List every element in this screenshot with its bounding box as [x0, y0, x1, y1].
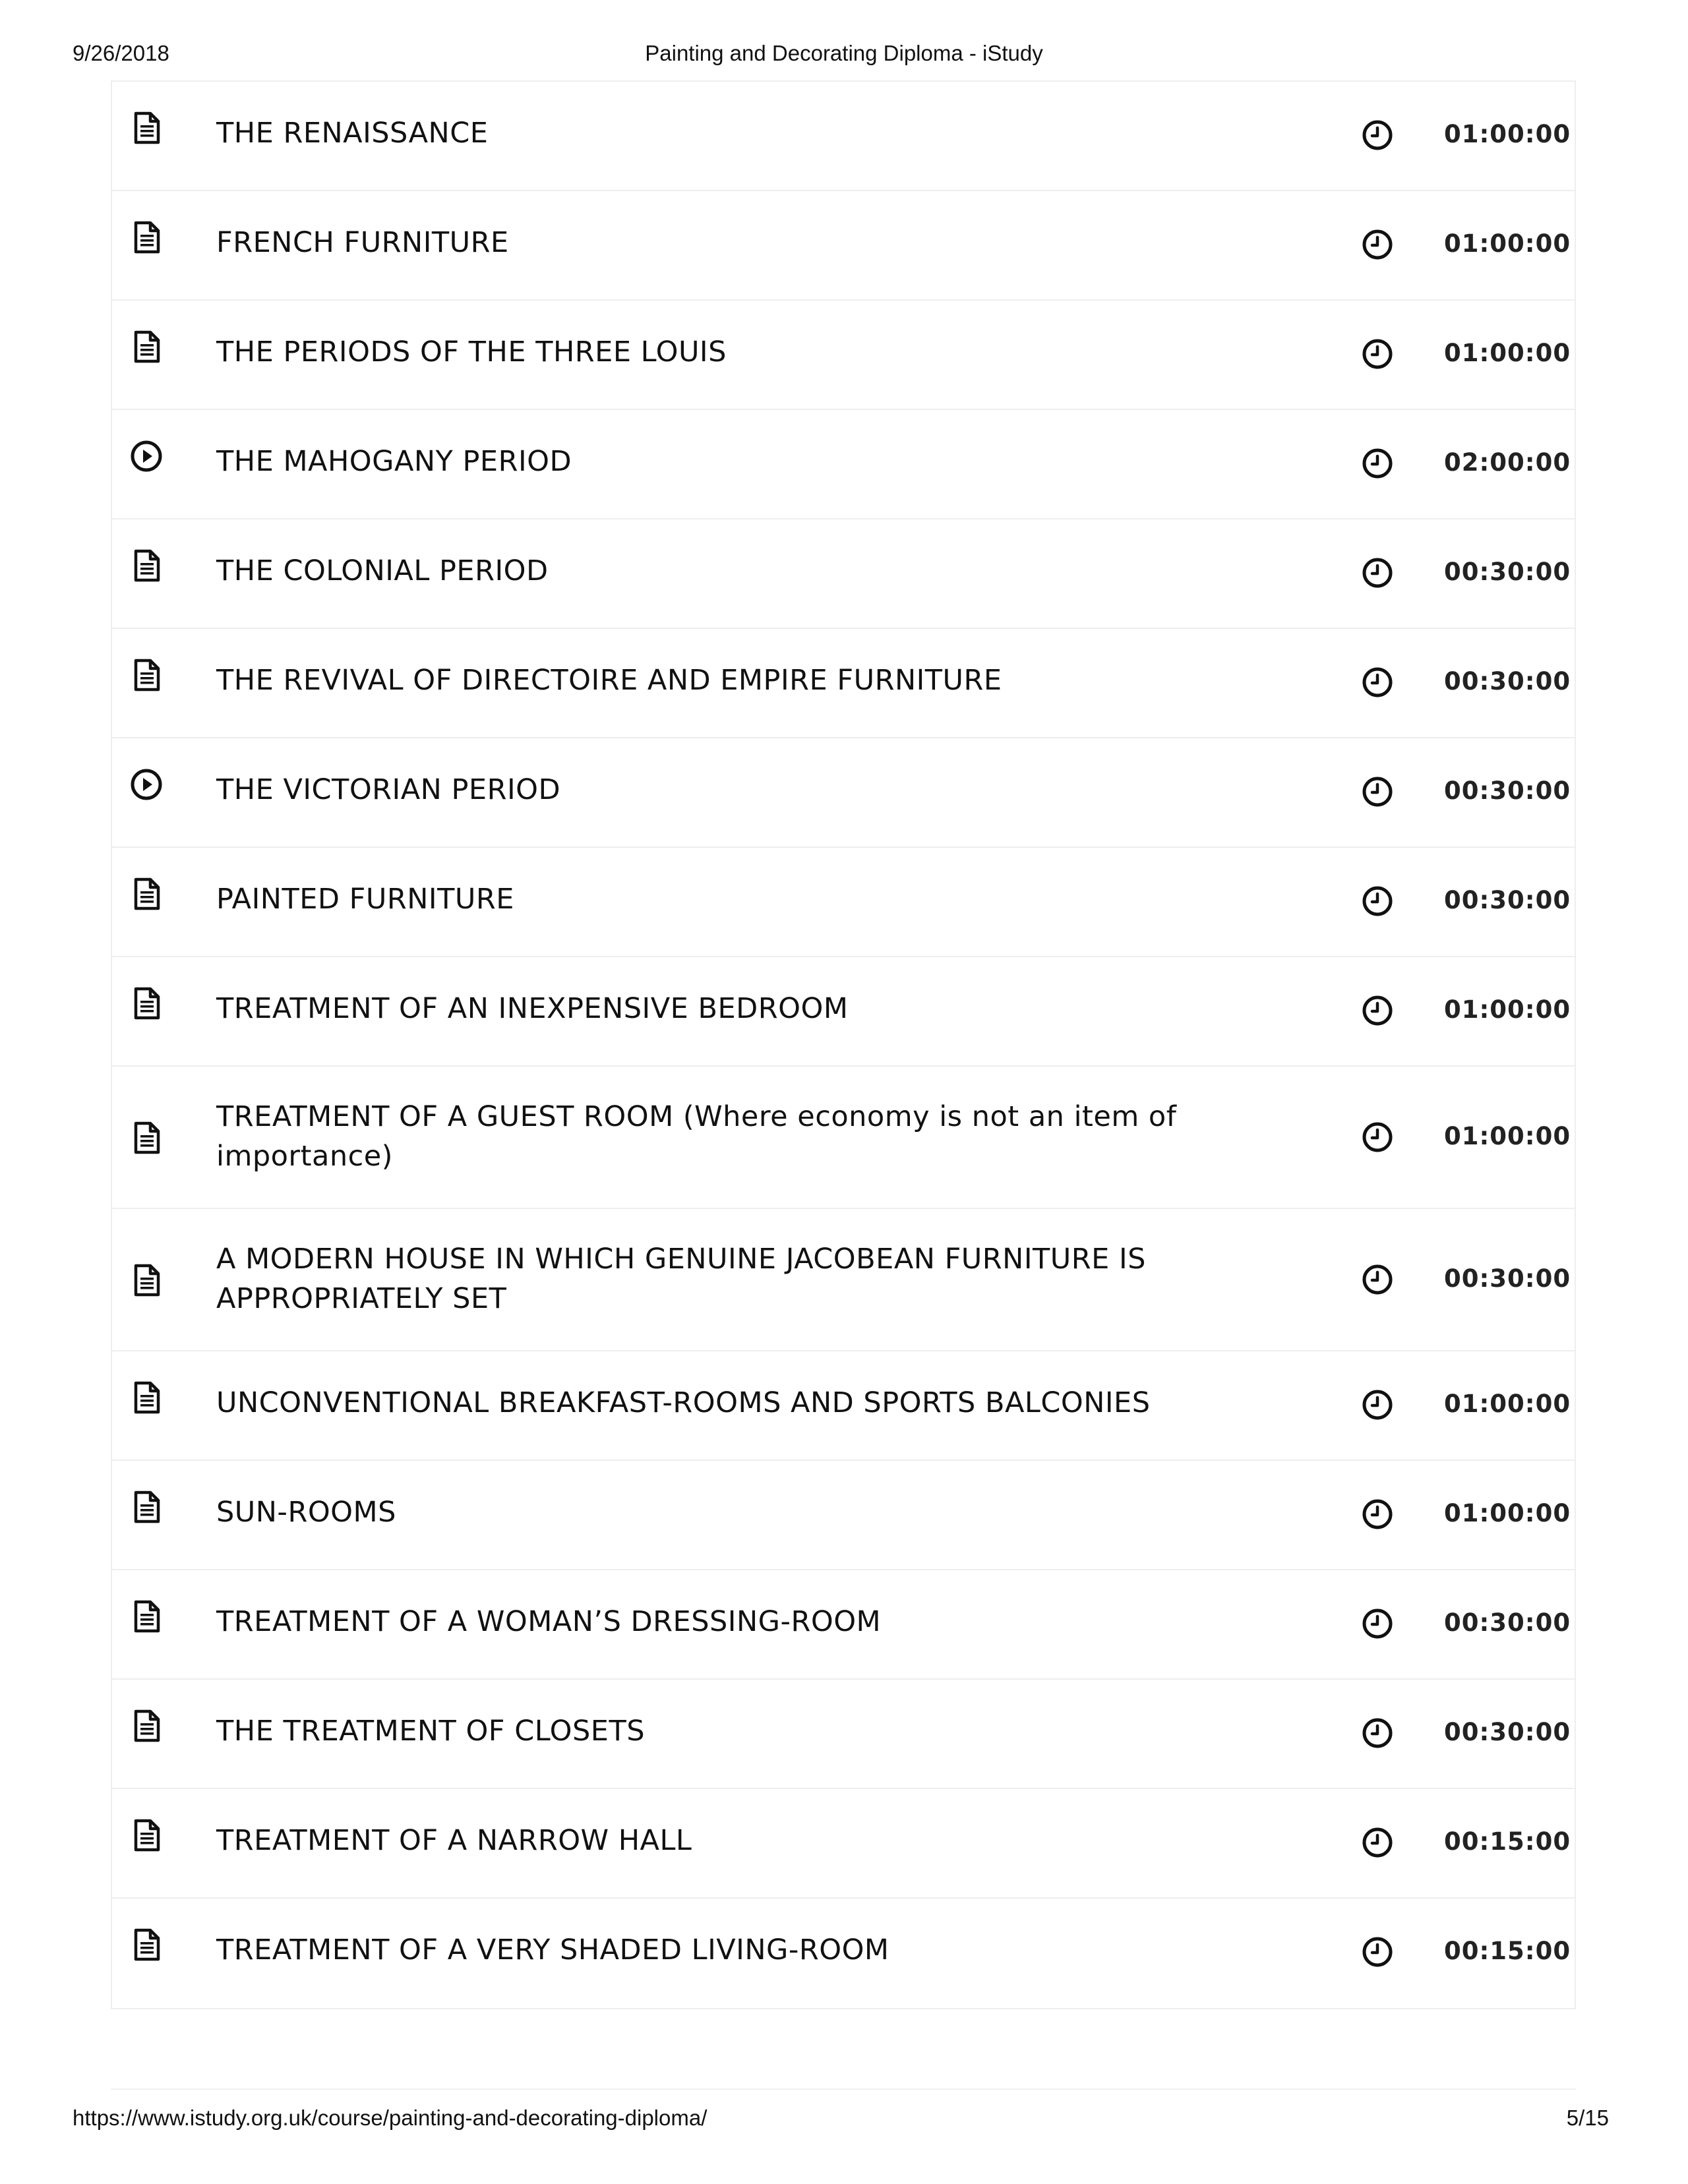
curriculum-item[interactable] [112, 1899, 1575, 2008]
lesson-duration: 01:00:00 [1444, 120, 1571, 148]
clock-icon [1361, 338, 1394, 370]
curriculum-item[interactable] [112, 1461, 1575, 1570]
clock-icon [1361, 1388, 1394, 1421]
document-icon [129, 1490, 164, 1524]
lesson-title: UNCONVENTIONAL BREAKFAST-ROOMS AND SPORTS BALCONIES [216, 1386, 1151, 1419]
clock-icon [1361, 1263, 1394, 1296]
clock-icon [1361, 1498, 1394, 1531]
curriculum-item[interactable] [112, 1680, 1575, 1789]
clock-icon [1361, 119, 1394, 152]
document-icon [129, 1928, 164, 1962]
lesson-title: THE MAHOGANY PERIOD [216, 445, 572, 478]
lesson-title: TREATMENT OF AN INEXPENSIVE BEDROOM [216, 992, 849, 1025]
clock-icon [1361, 556, 1394, 589]
lesson-title: THE PERIODS OF THE THREE LOUIS [216, 336, 727, 369]
lesson-duration: 01:00:00 [1444, 339, 1571, 367]
curriculum-item[interactable] [112, 82, 1575, 191]
document-icon [129, 1121, 164, 1155]
lesson-duration: 00:30:00 [1444, 886, 1571, 914]
print-header [0, 38, 1688, 71]
lesson-duration: 01:00:00 [1444, 229, 1571, 258]
clock-icon [1361, 1607, 1394, 1640]
clock-icon [1361, 228, 1394, 261]
clock-icon [1361, 775, 1394, 808]
document-icon [129, 1709, 164, 1743]
lesson-title: A MODERN HOUSE IN WHICH GENUINE JACOBEAN FURNITURE IS APPROPRIATELY SET [216, 1243, 1146, 1315]
lesson-title: THE RENAISSANCE [216, 117, 489, 150]
curriculum-item[interactable] [112, 629, 1575, 738]
lesson-duration: 00:30:00 [1444, 558, 1571, 586]
document-icon [129, 330, 164, 364]
lesson-duration: 01:00:00 [1444, 995, 1571, 1024]
lesson-title: TREATMENT OF A VERY SHADED LIVING-ROOM [216, 1933, 889, 1966]
curriculum-item[interactable] [112, 848, 1575, 957]
play-circle-icon [129, 767, 164, 802]
lesson-title: FRENCH FURNITURE [216, 226, 509, 259]
clock-icon [1361, 885, 1394, 918]
curriculum-item[interactable] [112, 301, 1575, 410]
clock-icon [1361, 1826, 1394, 1859]
document-icon [129, 1380, 164, 1415]
lesson-duration: 01:00:00 [1444, 1499, 1571, 1527]
document-icon [129, 1818, 164, 1852]
lesson-title: TREATMENT OF A NARROW HALL [216, 1824, 692, 1857]
lesson-duration: 00:30:00 [1444, 667, 1571, 695]
lesson-duration: 01:00:00 [1444, 1390, 1571, 1418]
lesson-duration: 00:30:00 [1444, 777, 1571, 805]
clock-icon [1361, 447, 1394, 480]
print-footer [0, 2090, 1688, 2129]
clock-icon [1361, 666, 1394, 699]
curriculum-item[interactable] [112, 1789, 1575, 1899]
clock-icon [1361, 1935, 1394, 1968]
curriculum-item[interactable] [112, 1570, 1575, 1680]
document-icon [129, 658, 164, 692]
lesson-title: THE COLONIAL PERIOD [216, 554, 549, 587]
curriculum-item[interactable] [112, 410, 1575, 519]
lesson-duration: 00:30:00 [1444, 1264, 1571, 1293]
lesson-duration: 00:30:00 [1444, 1608, 1571, 1637]
print-date: 9/26/2018 [73, 41, 169, 65]
lesson-title: TREATMENT OF A GUEST ROOM (Where economy is not an item of importance) [216, 1100, 1177, 1173]
document-icon [129, 220, 164, 254]
document-icon [129, 111, 164, 145]
document-icon [129, 1263, 164, 1297]
clock-icon [1361, 1121, 1394, 1154]
lesson-duration: 01:00:00 [1444, 1122, 1571, 1150]
document-icon [129, 877, 164, 911]
lesson-duration: 02:00:00 [1444, 448, 1571, 477]
lesson-duration: 00:15:00 [1444, 1827, 1571, 1856]
curriculum-item[interactable] [112, 957, 1575, 1067]
curriculum-item[interactable] [112, 191, 1575, 301]
lesson-duration: 00:15:00 [1444, 1937, 1571, 1965]
page-url: https://www.istudy.org.uk/course/painting-and-decorating-diploma/ [73, 2106, 708, 2130]
lesson-title: THE REVIVAL OF DIRECTOIRE AND EMPIRE FURNITURE [216, 664, 1002, 697]
curriculum-list [111, 80, 1576, 2009]
clock-icon [1361, 1717, 1394, 1750]
document-icon [129, 986, 164, 1020]
curriculum-item[interactable] [112, 738, 1575, 848]
lesson-title: THE TREATMENT OF CLOSETS [216, 1715, 646, 1748]
page-number: 5/15 [1566, 2106, 1609, 2130]
play-circle-icon [129, 439, 164, 473]
lesson-title: SUN-ROOMS [216, 1496, 396, 1529]
print-page-title: Painting and Decorating Diploma - iStudy [645, 41, 1043, 65]
clock-icon [1361, 994, 1394, 1027]
lesson-title: PAINTED FURNITURE [216, 883, 514, 916]
curriculum-item[interactable] [112, 1067, 1575, 1209]
lesson-title: THE VICTORIAN PERIOD [216, 773, 561, 806]
curriculum-item[interactable] [112, 1209, 1575, 1351]
document-icon [129, 1599, 164, 1634]
curriculum-item[interactable] [112, 1351, 1575, 1461]
lesson-duration: 00:30:00 [1444, 1718, 1571, 1746]
lesson-title: TREATMENT OF A WOMAN’S DRESSING-ROOM [216, 1605, 882, 1638]
curriculum-item[interactable] [112, 519, 1575, 629]
document-icon [129, 548, 164, 583]
